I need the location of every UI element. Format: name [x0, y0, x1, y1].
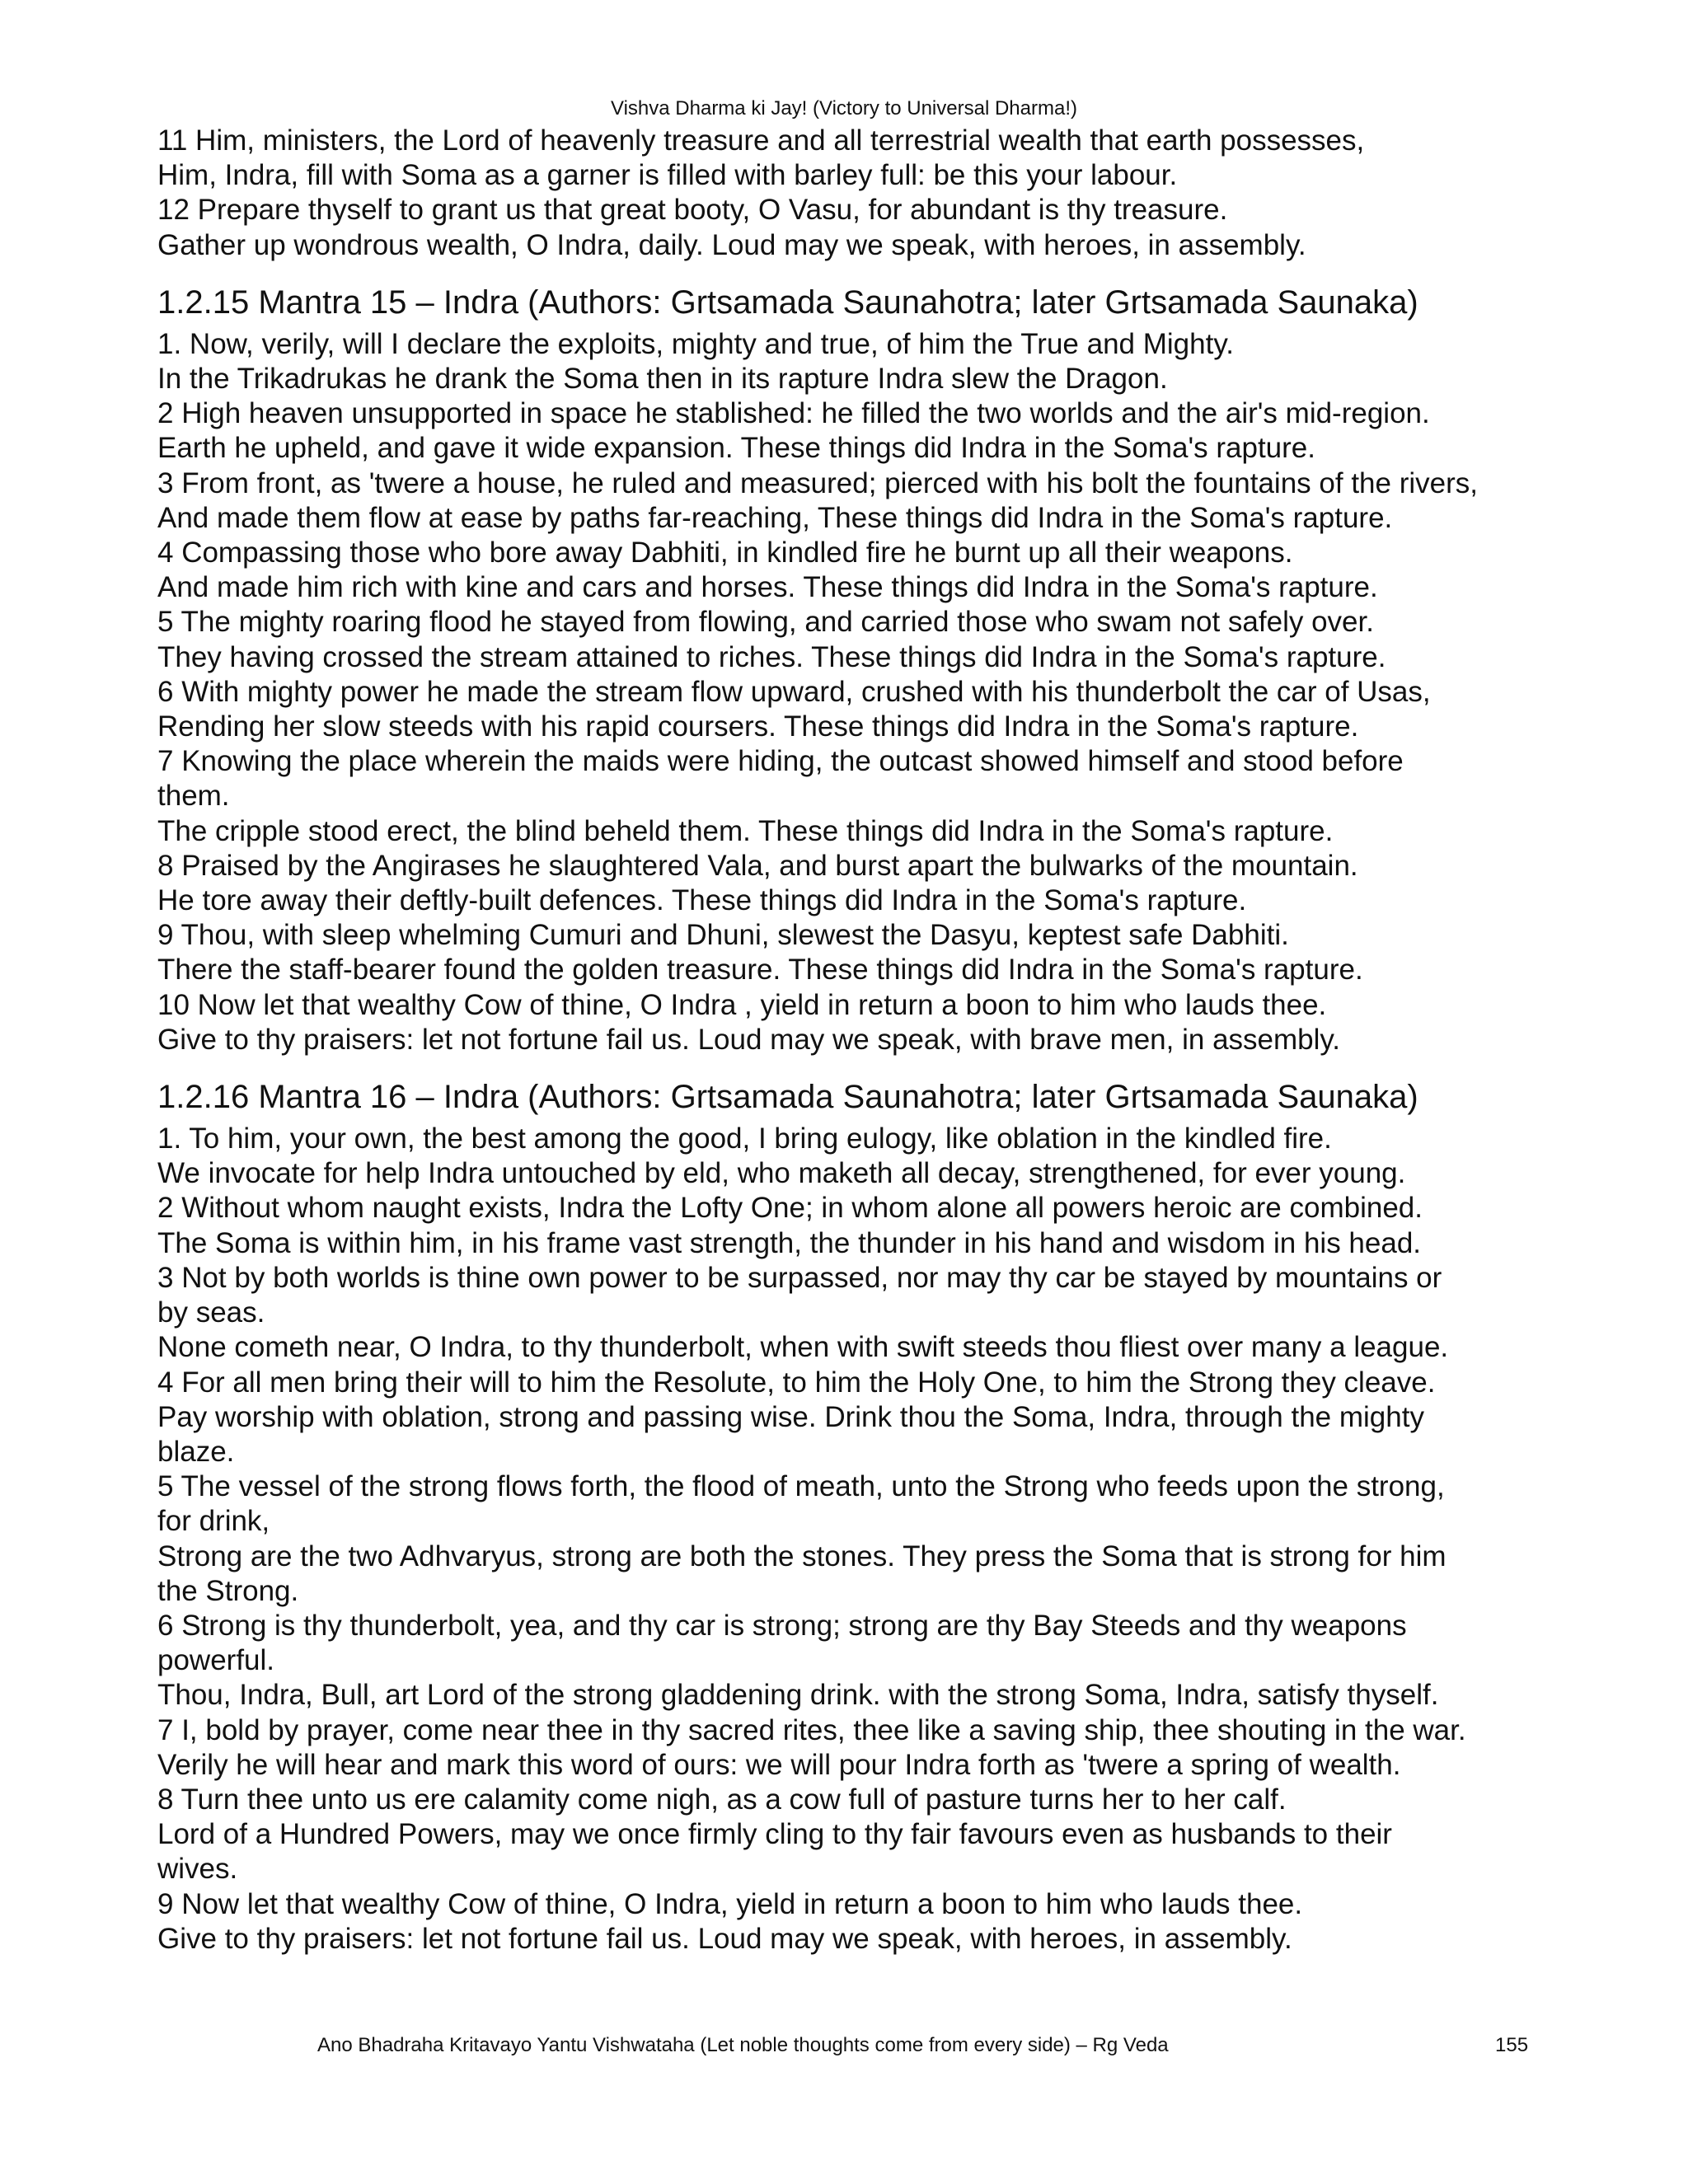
text-line: Gather up wondrous wealth, O Indra, daily. Loud may we speak, with heroes, in assembly.: [157, 228, 1306, 261]
section-heading: 1.2.15 Mantra 15 – Indra (Authors: Grtsamada Saunahotra; later Grtsamada Saunaka): [157, 284, 1418, 321]
page-number: 155: [1495, 2034, 1529, 2056]
text-line: Rending her slow steeds with his rapid coursers. These things did Indra in the Soma's rapture.: [157, 710, 1359, 743]
text-line: 3 Not by both worlds is thine own power to be surpassed, nor may thy car be stayed by mountains or: [157, 1261, 1442, 1294]
text-line: 9 Now let that wealthy Cow of thine, O Indra, yield in return a boon to him who lauds thee.: [157, 1887, 1303, 1920]
text-line: We invocate for help Indra untouched by eld, who maketh all decay, strengthened, for ever young.: [157, 1157, 1406, 1190]
intro-block: [157, 124, 1550, 263]
text-line: 2 Without whom naught exists, Indra the Lofty One; in whom alone all powers heroic are combined.: [157, 1192, 1423, 1225]
text-line: 4 For all men bring their will to him the Resolute, to him the Holy One, to him the Strong they cleave.: [157, 1366, 1436, 1399]
text-line: 5 The vessel of the strong flows forth, the flood of meath, unto the Strong who feeds upon the strong,: [157, 1470, 1445, 1503]
text-line: Lord of a Hundred Powers, may we once firmly cling to thy fair favours even as husbands to their: [157, 1818, 1392, 1851]
text-line: 4 Compassing those who bore away Dabhiti, in kindled fire he burnt up all their weapons.: [157, 537, 1293, 569]
text-line: Strong are the two Adhvaryus, strong are both the stones. They press the Soma that is strong for him: [157, 1540, 1447, 1572]
section-mantra-15: [157, 283, 1550, 1057]
text-line: There the staff-bearer found the golden treasure. These things did Indra in the Soma's rapture.: [157, 954, 1363, 987]
text-line: 3 From front, as 'twere a house, he ruled and measured; pierced with his bolt the fountains of the rivers,: [157, 466, 1478, 499]
text-line: 11 Him, ministers, the Lord of heavenly treasure and all terrestrial wealth that earth possesses,: [157, 124, 1365, 157]
text-line: 8 Praised by the Angirases he slaughtered Vala, and burst apart the bulwarks of the mountain.: [157, 849, 1358, 882]
text-line: blaze.: [157, 1435, 235, 1468]
page-content: [157, 124, 1550, 1957]
text-line: 10 Now let that wealthy Cow of thine, O Indra , yield in return a boon to him who lauds thee.: [157, 988, 1327, 1021]
section-heading: 1.2.16 Mantra 16 – Indra (Authors: Grtsamada Saunahotra; later Grtsamada Saunaka): [157, 1079, 1418, 1116]
text-line: them.: [157, 780, 230, 813]
text-line: Pay worship with oblation, strong and passing wise. Drink thou the Soma, Indra, through the mighty: [157, 1400, 1424, 1433]
text-line: the Strong.: [157, 1574, 299, 1607]
text-line: 5 The mighty roaring flood he stayed from flowing, and carried those who swam not safely over.: [157, 606, 1374, 639]
text-line: Earth he upheld, and gave it wide expansion. These things did Indra in the Soma's rapture.: [157, 432, 1315, 465]
text-line: 6 With mighty power he made the stream flow upward, crushed with his thunderbolt the car of Usas,: [157, 675, 1431, 708]
text-line: Thou, Indra, Bull, art Lord of the strong gladdening drink. with the strong Soma, Indra, satisfy thyself.: [157, 1679, 1439, 1712]
text-line: The Soma is within him, in his frame vast strength, the thunder in his hand and wisdom in his head.: [157, 1226, 1422, 1259]
text-line: 6 Strong is thy thunderbolt, yea, and thy car is strong; strong are thy Bay Steeds and thy weapons: [157, 1609, 1407, 1642]
text-line: They having crossed the stream attained to riches. These things did Indra in the Soma's rapture.: [157, 640, 1386, 673]
text-line: 1. To him, your own, the best among the good, I bring eulogy, like oblation in the kindled fire.: [157, 1122, 1332, 1155]
text-line: Him, Indra, fill with Soma as a garner is filled with barley full: be this your labour.: [157, 159, 1178, 192]
text-line: 2 High heaven unsupported in space he stablished: he filled the two worlds and the air's mid-region.: [157, 397, 1430, 430]
text-line: Give to thy praisers: let not fortune fail us. Loud may we speak, with brave men, in assembly.: [157, 1023, 1341, 1056]
text-line: In the Trikadrukas he drank the Soma then in its rapture Indra slew the Dragon.: [157, 363, 1168, 396]
text-line: 7 Knowing the place wherein the maids were hiding, the outcast showed himself and stood before: [157, 745, 1404, 778]
text-line: Give to thy praisers: let not fortune fail us. Loud may we speak, with heroes, in assembly.: [157, 1922, 1292, 1955]
text-line: for drink,: [157, 1505, 270, 1538]
section-mantra-16: [157, 1077, 1550, 1957]
footer-text: Ano Bhadraha Kritavayo Yantu Vishwataha (Let noble thoughts come from every side) – Rg Veda: [317, 2034, 1169, 2056]
text-line: wives.: [157, 1853, 238, 1886]
text-line: None cometh near, O Indra, to thy thunderbolt, when with swift steeds thou fliest over many a league.: [157, 1331, 1449, 1364]
text-line: 9 Thou, with sleep whelming Cumuri and Dhuni, slewest the Dasyu, keptest safe Dabhiti.: [157, 919, 1289, 952]
text-line: He tore away their deftly-built defences. These things did Indra in the Soma's rapture.: [157, 884, 1247, 917]
text-line: 8 Turn thee unto us ere calamity come nigh, as a cow full of pasture turns her to her calf.: [157, 1783, 1287, 1816]
text-line: 12 Prepare thyself to grant us that great booty, O Vasu, for abundant is thy treasure.: [157, 194, 1228, 227]
page-header: Vishva Dharma ki Jay! (Victory to Universal Dharma!): [611, 97, 1077, 120]
text-line: Verily he will hear and mark this word of ours: we will pour Indra forth as 'twere a spring of wealth.: [157, 1748, 1401, 1781]
text-line: The cripple stood erect, the blind beheld them. These things did Indra in the Soma's rapture.: [157, 814, 1334, 847]
text-line: And made him rich with kine and cars and horses. These things did Indra in the Soma's rapture.: [157, 571, 1378, 604]
text-line: powerful.: [157, 1644, 275, 1677]
text-line: And made them flow at ease by paths far-reaching, These things did Indra in the Soma's rapture.: [157, 501, 1393, 534]
text-line: by seas.: [157, 1296, 265, 1329]
text-line: 7 I, bold by prayer, come near thee in thy sacred rites, thee like a saving ship, thee shouting in the war.: [157, 1713, 1466, 1746]
text-line: 1. Now, verily, will I declare the exploits, mighty and true, of him the True and Mighty.: [157, 327, 1234, 360]
